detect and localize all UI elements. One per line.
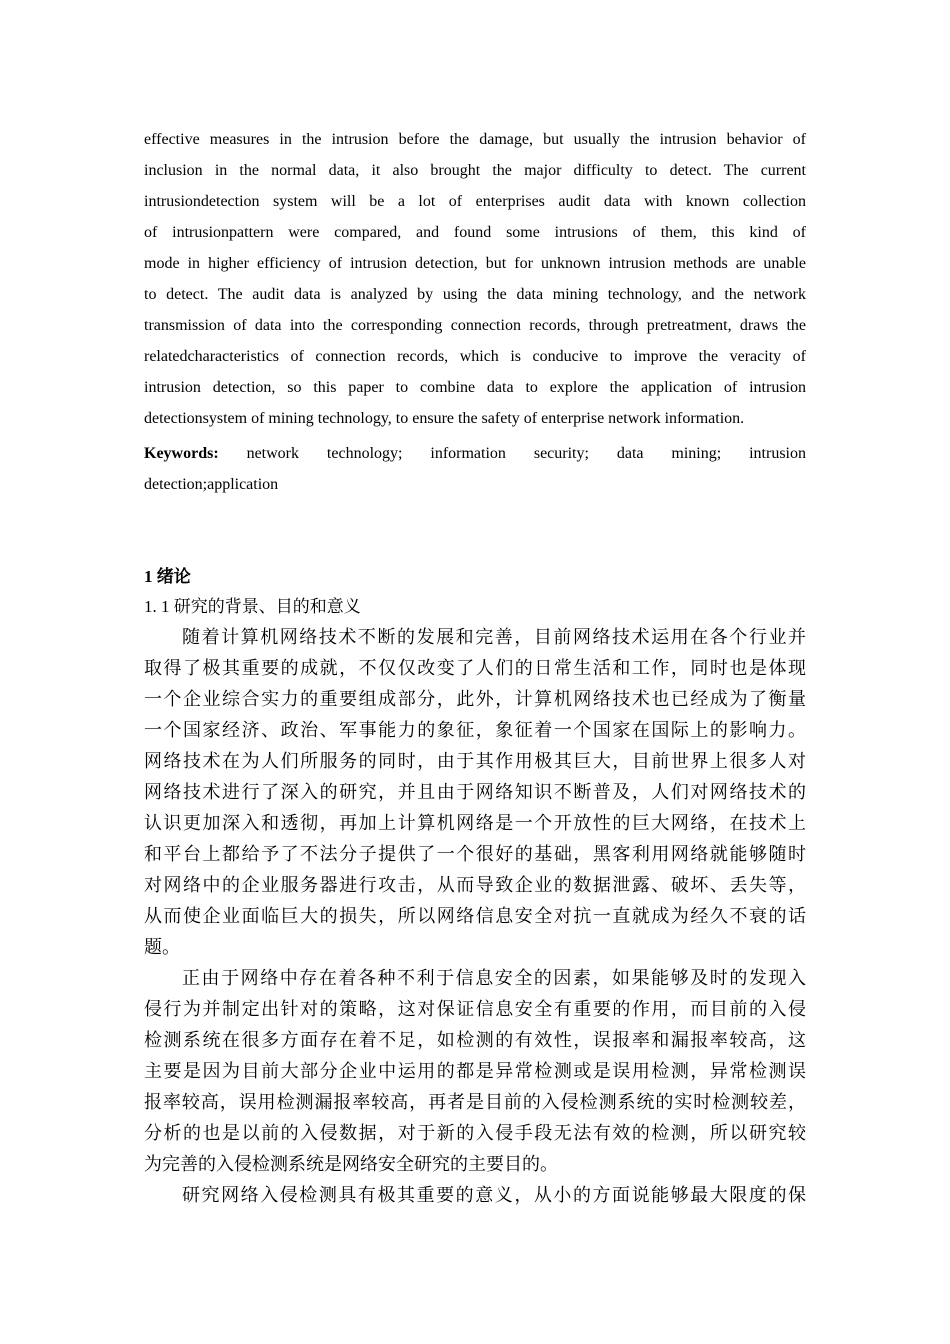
abstract-line: detectionsystem of mining technology, to ensure the safety of enterprise network information. — [144, 410, 745, 427]
paragraph-line: 为完善的入侵检测系统是网络安全研究的主要目的。 — [144, 1154, 558, 1174]
abstract-english — [144, 124, 806, 434]
paragraph-line: 一个企业综合实力的重要组成部分，此外，计算机网络技术也已经成为了衡量 — [144, 689, 806, 709]
abstract-line: mode in higher efficiency of intrusion detection, but for unknown intrusion methods are unable — [144, 255, 806, 272]
paragraph-line: 和平台上都给予了不法分子提供了一个很好的基础，黑客利用网络就能够随时 — [144, 844, 806, 864]
paragraph — [144, 963, 806, 1180]
paragraph-line: 题。 — [144, 937, 180, 957]
keywords-line: detection;application — [144, 476, 279, 493]
paragraph-line: 对网络中的企业服务器进行攻击，从而导致企业的数据泄露、破坏、丢失等， — [144, 875, 806, 895]
abstract-line: effective measures in the intrusion before the damage, but usually the intrusion behavior of — [144, 131, 806, 148]
paragraph — [144, 622, 806, 963]
paragraph-line: 分析的也是以前的入侵数据，对于新的入侵手段无法有效的检测，所以研究较 — [144, 1123, 806, 1143]
paragraph-line: 一个国家经济、政治、军事能力的象征，象征着一个国家在国际上的影响力。 — [144, 720, 806, 740]
paragraph-line: 研究网络入侵检测具有极其重要的意义，从小的方面说能够最大限度的保 — [182, 1185, 806, 1205]
paragraph-line: 网络技术在为人们所服务的同时，由于其作用极其巨大，目前世界上很多人对 — [144, 751, 806, 771]
keywords-block — [144, 438, 806, 500]
keywords-label: Keywords: — [144, 445, 219, 462]
section-heading: 1 绪论 — [144, 567, 191, 586]
paragraph-line: 报率较高，误用检测漏报率较高，再者是目前的入侵检测系统的实时检测较差， — [144, 1092, 806, 1112]
subsection-heading: 1. 1 研究的背景、目的和意义 — [144, 597, 361, 616]
document-page — [144, 124, 806, 1211]
paragraph-line: 认识更加深入和透彻，再加上计算机网络是一个开放性的巨大网络，在技术上 — [144, 813, 806, 833]
paragraph-line: 检测系统在很多方面存在着不足，如检测的有效性，误报率和漏报率较高，这 — [144, 1030, 806, 1050]
paragraph-line: 主要是因为目前大部分企业中运用的都是异常检测或是误用检测，异常检测误 — [144, 1061, 806, 1081]
paragraph — [144, 1180, 806, 1211]
abstract-line: to detect. The audit data is analyzed by using the data mining technology, and the network — [144, 286, 806, 303]
abstract-line: intrusiondetection system will be a lot of enterprises audit data with known collection — [144, 193, 806, 210]
paragraph-line: 取得了极其重要的成就，不仅仅改变了人们的日常生活和工作，同时也是体现 — [144, 658, 806, 678]
paragraph-line: 网络技术进行了深入的研究，并且由于网络知识不断普及，人们对网络技术的 — [144, 782, 806, 802]
paragraph-line: 随着计算机网络技术不断的发展和完善，目前网络技术运用在各个行业并 — [182, 627, 806, 647]
abstract-line: of intrusionpattern were compared, and found some intrusions of them, this kind of — [144, 224, 806, 241]
abstract-line: intrusion detection, so this paper to combine data to explore the application of intrusion — [144, 379, 806, 396]
paragraph-line: 侵行为并制定出针对的策略，这对保证信息安全有重要的作用，而目前的入侵 — [144, 999, 806, 1019]
keywords-line — [144, 438, 806, 469]
paragraph-line: 从而使企业面临巨大的损失，所以网络信息安全对抗一直就成为经久不衰的话 — [144, 906, 806, 926]
abstract-line: inclusion in the normal data, it also brought the major difficulty to detect. The current — [144, 162, 806, 179]
keywords-text: network technology; information security; data mining; intrusion — [246, 445, 806, 462]
abstract-line: relatedcharacteristics of connection records, which is conducive to improve the veracity of — [144, 348, 806, 365]
abstract-line: transmission of data into the corresponding connection records, through pretreatment, draws the — [144, 317, 806, 334]
paragraph-line: 正由于网络中存在着各种不利于信息安全的因素，如果能够及时的发现入 — [182, 968, 806, 988]
